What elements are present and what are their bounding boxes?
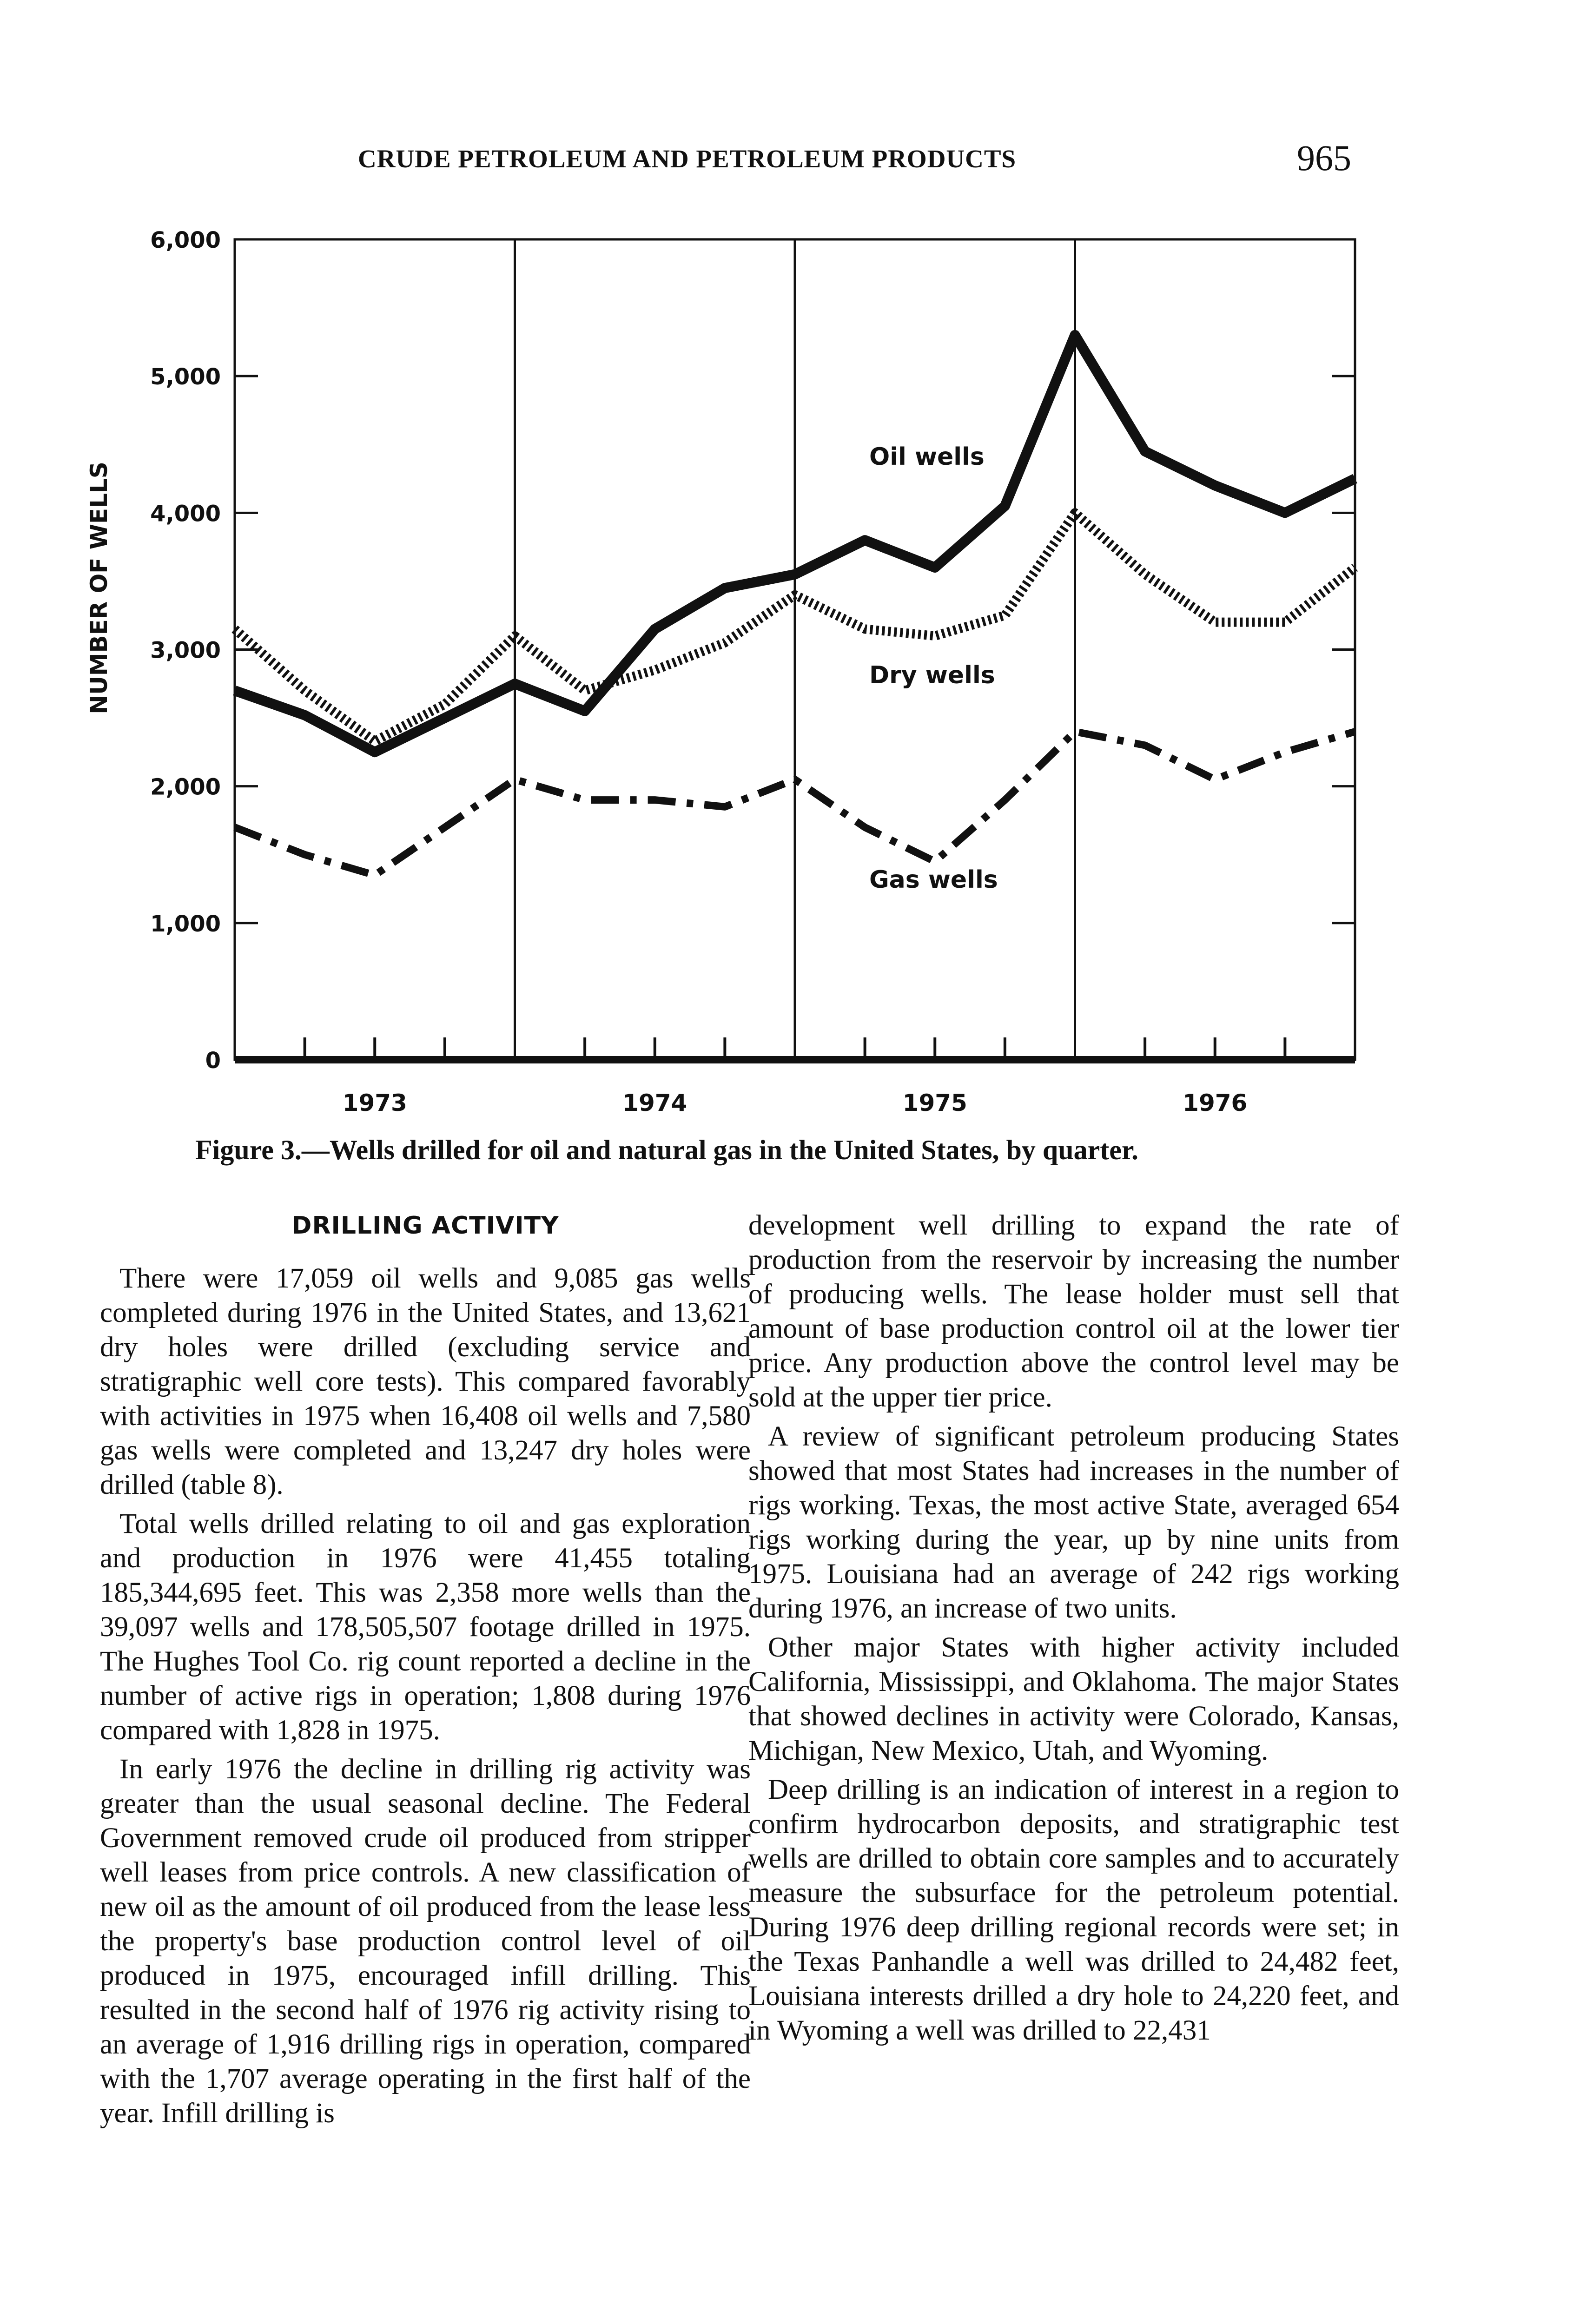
y-tick-label: 6,000 xyxy=(150,227,221,253)
paragraph: A review of significant petroleum producing States showed that most States had increases in the number of rigs working. Texas, the most active State, averaged 654 rigs working during the year, up by nine units from 1975. Louisiana had an average of 242 rigs working during 1976, an increase of two units. xyxy=(748,1421,1399,1624)
chart-frame xyxy=(235,239,1355,1060)
y-tick-label: 4,000 xyxy=(150,501,221,527)
dry-wells-label: Dry wells xyxy=(869,661,995,689)
paragraph: In early 1976 the decline in drilling rig activity was greater than the usual seasonal decline. The Federal Government removed crude oil produced from stripper well leases from price controls. A new classification of new oil as the amount of oil produced from the lease less the property's base production control level of oil produced in 1975, encouraged infill drilling. This resulted in the second half of 1976 rig activity rising to an average of 1,916 drilling rigs in operation, compared with the 1,707 average operating in the first half of the year. Infill drilling is xyxy=(100,1754,751,2129)
text-column-right xyxy=(748,1208,1399,2053)
year-label-1973: 1973 xyxy=(342,1089,407,1116)
y-tick-label: 1,000 xyxy=(150,911,221,937)
y-tick-label: 5,000 xyxy=(150,364,221,390)
paragraph: Other major States with higher activity included California, Mississippi, and Oklahoma. The major States that showed declines in activity were Colorado, Kansas, Michigan, New Mexico, Utah, and Wyoming. xyxy=(748,1632,1399,1766)
oil-wells-label: Oil wells xyxy=(869,443,985,471)
year-label-1974: 1974 xyxy=(622,1089,687,1116)
section-heading: DRILLING ACTIVITY xyxy=(291,1212,559,1240)
text-column-left xyxy=(100,1208,751,2135)
year-label-1975: 1975 xyxy=(902,1089,967,1116)
wells-line-chart xyxy=(0,0,1593,1125)
paragraph: development well drilling to expand the rate of production from the reservoir by increasing the number of producing wells. The lease holder must sell that amount of base production control oil at the lower tier price. Any production above the control level may be sold at the upper tier price. xyxy=(748,1210,1399,1413)
y-tick-label: 2,000 xyxy=(150,774,221,800)
paragraph: Total wells drilled relating to oil and gas exploration and production in 1976 were 41,455 totaling 185,344,695 feet. This was 2,358 more wells than the 39,097 wells and 178,505,507 footage drilled in 1975. The Hughes Tool Co. rig count reported a decline in the number of active rigs in operation; 1,808 during 1976 compared with 1,828 in 1975. xyxy=(100,1508,751,1746)
y-tick-label: 3,000 xyxy=(150,637,221,664)
gas-wells-label: Gas wells xyxy=(869,866,998,894)
running-head: CRUDE PETROLEUM AND PETROLEUM PRODUCTS xyxy=(358,145,1017,173)
y-axis xyxy=(150,227,1355,1074)
y-axis-label: NUMBER OF WELLS xyxy=(86,462,112,714)
paragraph: There were 17,059 oil wells and 9,085 gas wells completed during 1976 in the United States, and 13,621 dry holes were drilled (excluding service and stratigraphic well core tests). This compared favorably with activities in 1975 when 16,408 oil wells and 7,580 gas wells were completed and 13,247 dry holes were drilled (table 8). xyxy=(100,1263,751,1500)
figure-caption: Figure 3.—Wells drilled for oil and natural gas in the United States, by quarter. xyxy=(195,1135,1139,1165)
paragraph: Deep drilling is an indication of interest in a region to confirm hydrocarbon deposits, and stratigraphic test wells are drilled to obtain core samples and to accurately measure the subsurface for the petroleum potential. During 1976 deep drilling regional records were set; in the Texas Panhandle a well was drilled to 24,482 feet, Louisiana interests drilled a dry hole to 24,220 feet, and in Wyoming a well was drilled to 22,431 xyxy=(748,1774,1399,2046)
page-number: 965 xyxy=(1297,138,1351,178)
year-label-1976: 1976 xyxy=(1183,1089,1248,1116)
y-tick-label: 0 xyxy=(205,1048,221,1074)
